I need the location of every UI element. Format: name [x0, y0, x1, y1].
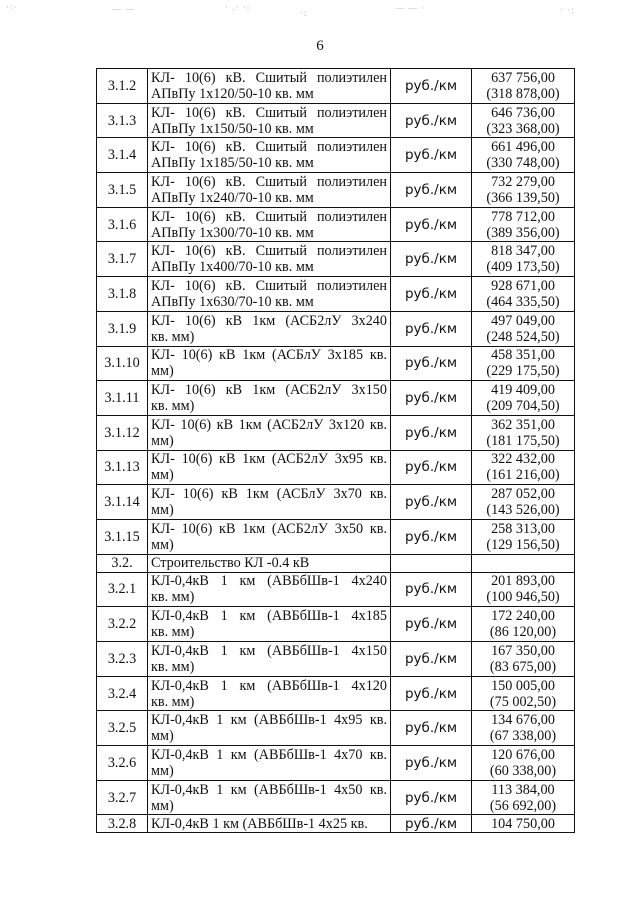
item-unit: руб./км — [391, 642, 472, 677]
item-name-line: АПвПу 1х240/70-10 кв. мм — [151, 189, 314, 206]
item-price: 778 712,00 — [491, 208, 555, 225]
item-price: 322 432,00 — [491, 451, 555, 468]
item-price: 497 049,00 — [491, 312, 555, 329]
item-price: 419 409,00 — [491, 382, 555, 399]
item-code: 3.1.3 — [97, 103, 148, 138]
item-code: 3.2.5 — [97, 711, 148, 746]
item-name — [148, 311, 391, 346]
item-unit: руб./км — [391, 242, 472, 277]
item-name-line: мм) — [151, 536, 174, 553]
item-price-alt: (75 002,50) — [489, 693, 557, 710]
item-name-line: КЛ- 10(6) кВ 1км (АСБ2лУ 3х50 кв. — [151, 520, 387, 537]
item-price-cell — [472, 103, 575, 138]
item-name-line: КЛ- 10(6) кВ 1км (АСБлУ 3х185 кв. — [151, 347, 387, 364]
item-price-alt: (56 692,00) — [489, 797, 557, 814]
item-name — [148, 277, 391, 312]
table-row — [97, 746, 575, 781]
item-name-line: мм) — [151, 432, 174, 449]
item-price-alt: (181 175,50) — [486, 432, 560, 449]
table-row — [97, 381, 575, 416]
item-name — [148, 746, 391, 781]
table-row — [97, 485, 575, 520]
table-row — [97, 642, 575, 677]
table-row — [97, 711, 575, 746]
item-price-cell — [472, 173, 575, 208]
item-price-alt: (161 216,00) — [486, 467, 560, 484]
item-name — [148, 381, 391, 416]
item-price-cell — [472, 381, 575, 416]
item-price-alt: (67 338,00) — [489, 728, 557, 745]
item-name-line: Строительство КЛ -0.4 кВ — [151, 555, 310, 572]
item-code: 3.1.2 — [97, 69, 148, 104]
item-price-alt: (409 173,50) — [486, 259, 560, 276]
item-name — [148, 554, 391, 572]
item-price-alt: (389 356,00) — [486, 224, 560, 241]
item-name-line: кв. мм) — [151, 658, 195, 675]
item-name-line: КЛ- 10(6) кВ 1км (АСБ2лУ 3х95 кв. — [151, 451, 387, 468]
item-unit: руб./км — [391, 519, 472, 554]
item-code: 3.2.3 — [97, 642, 148, 677]
item-code: 3.2.8 — [97, 815, 148, 833]
item-unit: руб./км — [391, 711, 472, 746]
table-row — [97, 780, 575, 815]
item-price-cell — [472, 69, 575, 104]
item-unit — [391, 554, 472, 572]
item-name — [148, 815, 391, 833]
table-row — [97, 311, 575, 346]
item-name-line: КЛ-0,4кВ 1 км (АВБбШв-1 4х150 — [151, 642, 387, 659]
item-name — [148, 138, 391, 173]
table-row — [97, 450, 575, 485]
table-row — [97, 607, 575, 642]
item-name-line: КЛ-0,4кВ 1 км (АВБбШв-1 4х50 кв. — [151, 781, 387, 798]
item-price: 637 756,00 — [491, 69, 555, 86]
item-unit: руб./км — [391, 311, 472, 346]
item-name — [148, 69, 391, 104]
item-name — [148, 780, 391, 815]
item-price-cell — [472, 485, 575, 520]
item-price-cell — [472, 277, 575, 312]
item-name — [148, 415, 391, 450]
item-unit: руб./км — [391, 746, 472, 781]
table-row — [97, 277, 575, 312]
item-name-line: КЛ- 10(6) кВ. Сшитый полиэтилен — [151, 243, 387, 260]
item-unit: руб./км — [391, 138, 472, 173]
item-name-line: АПвПу 1х400/70-10 кв. мм — [151, 259, 314, 276]
item-name-line: КЛ-0,4кВ 1 км (АВБбШв-1 4х70 кв. — [151, 746, 387, 763]
item-name-line: АПвПу 1х185/50-10 кв. мм — [151, 155, 314, 172]
item-name-line: кв. мм) — [151, 328, 195, 345]
item-price-cell — [472, 554, 575, 572]
item-unit: руб./км — [391, 780, 472, 815]
item-name-line: АПвПу 1х630/70-10 кв. мм — [151, 293, 314, 310]
table-row — [97, 415, 575, 450]
item-name — [148, 346, 391, 381]
item-name-line: КЛ-0,4кВ 1 км (АВБбШв-1 4х185 — [151, 608, 387, 625]
item-price-alt: (330 748,00) — [486, 155, 560, 172]
item-price-cell — [472, 311, 575, 346]
item-price: 458 351,00 — [491, 347, 555, 364]
item-price-cell — [472, 138, 575, 173]
item-unit: руб./км — [391, 346, 472, 381]
item-code: 3.1.7 — [97, 242, 148, 277]
item-unit: руб./км — [391, 381, 472, 416]
table-row — [97, 69, 575, 104]
item-unit: руб./км — [391, 277, 472, 312]
item-name-line: КЛ- 10(6) кВ. Сшитый полиэтилен — [151, 208, 387, 225]
item-price: 172 240,00 — [491, 608, 555, 625]
item-name-line: кв. мм) — [151, 693, 195, 710]
item-price-alt: (86 120,00) — [489, 624, 557, 641]
item-price-cell — [472, 415, 575, 450]
item-name — [148, 103, 391, 138]
item-price: 134 676,00 — [491, 712, 555, 729]
scan-noise: ·:· — — · .· ·: ·: — — · · ·: — [6, 2, 575, 18]
item-price-alt: (366 139,50) — [486, 189, 560, 206]
item-name-line: мм) — [151, 502, 174, 519]
item-price-cell — [472, 450, 575, 485]
item-price: 201 893,00 — [491, 573, 555, 590]
item-price-alt: (318 878,00) — [486, 85, 560, 102]
item-name — [148, 242, 391, 277]
table-row — [97, 242, 575, 277]
item-unit: руб./км — [391, 676, 472, 711]
item-name-line: кв. мм) — [151, 398, 195, 415]
item-code: 3.2.2 — [97, 607, 148, 642]
table-row — [97, 207, 575, 242]
item-name-line: КЛ- 10(6) кВ. Сшитый полиэтилен — [151, 69, 387, 86]
item-name — [148, 485, 391, 520]
item-unit: руб./км — [391, 485, 472, 520]
item-name-line: мм) — [151, 762, 174, 779]
item-price: 732 279,00 — [491, 173, 555, 190]
item-name — [148, 676, 391, 711]
item-price-alt: (209 704,50) — [486, 398, 560, 415]
item-name-line: АПвПу 1х120/50-10 кв. мм — [151, 85, 314, 102]
item-code: 3.2.4 — [97, 676, 148, 711]
item-code: 3.2.1 — [97, 572, 148, 607]
item-name-line: КЛ- 10(6) кВ. Сшитый полиэтилен — [151, 139, 387, 156]
item-name — [148, 450, 391, 485]
item-price-cell — [472, 519, 575, 554]
table-row — [97, 103, 575, 138]
item-name-line: КЛ- 10(6) кВ 1км (АСБ2лУ 3х240 — [151, 312, 387, 329]
item-price: 167 350,00 — [491, 642, 555, 659]
item-code: 3.1.9 — [97, 311, 148, 346]
item-price: 104 750,00 — [491, 815, 555, 832]
item-name — [148, 607, 391, 642]
item-code: 3.1.12 — [97, 415, 148, 450]
item-name-line: КЛ-0,4кВ 1 км (АВБбШв-1 4х25 кв. — [151, 815, 368, 832]
item-name — [148, 711, 391, 746]
item-price-cell — [472, 711, 575, 746]
item-price-cell — [472, 607, 575, 642]
item-price: 287 052,00 — [491, 486, 555, 503]
item-name-line: АПвПу 1х300/70-10 кв. мм — [151, 224, 314, 241]
item-name-line: КЛ- 10(6) кВ 1км (АСБлУ 3х70 кв. — [151, 486, 387, 503]
item-code: 3.1.5 — [97, 173, 148, 208]
item-price-cell — [472, 242, 575, 277]
item-name — [148, 207, 391, 242]
item-name — [148, 572, 391, 607]
item-name-line: КЛ- 10(6) кВ. Сшитый полиэтилен — [151, 277, 387, 294]
item-name — [148, 519, 391, 554]
item-price-alt: (464 335,50) — [486, 293, 560, 310]
item-name-line: мм) — [151, 797, 174, 814]
item-code: 3.1.15 — [97, 519, 148, 554]
item-price-cell — [472, 642, 575, 677]
item-name-line: КЛ-0,4кВ 1 км (АВБбШв-1 4х120 — [151, 677, 387, 694]
item-price-cell — [472, 346, 575, 381]
item-price-alt: (323 368,00) — [486, 120, 560, 137]
table-row — [97, 815, 575, 833]
item-name-line: КЛ- 10(6) кВ. Сшитый полиэтилен — [151, 173, 387, 190]
table-row — [97, 173, 575, 208]
item-unit: руб./км — [391, 415, 472, 450]
price-table-body — [97, 69, 575, 833]
item-price-cell — [472, 746, 575, 781]
item-price-alt: (83 675,00) — [489, 658, 557, 675]
item-price: 818 347,00 — [491, 243, 555, 260]
item-name-line: КЛ- 10(6) кВ. Сшитый полиэтилен — [151, 104, 387, 121]
item-price-alt: (248 524,50) — [486, 328, 560, 345]
item-unit: руб./км — [391, 173, 472, 208]
item-name — [148, 642, 391, 677]
item-code: 3.1.14 — [97, 485, 148, 520]
item-price-cell — [472, 815, 575, 833]
item-price: 120 676,00 — [491, 746, 555, 763]
item-price: 646 736,00 — [491, 104, 555, 121]
item-unit: руб./км — [391, 815, 472, 833]
item-code: 3.2.6 — [97, 746, 148, 781]
item-price-alt: (229 175,50) — [486, 363, 560, 380]
item-name-line: КЛ-0,4кВ 1 км (АВБбШв-1 4х95 кв. — [151, 712, 387, 729]
item-code: 3.1.11 — [97, 381, 148, 416]
item-price: 362 351,00 — [491, 416, 555, 433]
item-name-line: мм) — [151, 728, 174, 745]
table-row — [97, 554, 575, 572]
item-code: 3.2. — [97, 554, 148, 572]
table-row — [97, 138, 575, 173]
item-price-alt: (60 338,00) — [489, 762, 557, 779]
item-code: 3.1.10 — [97, 346, 148, 381]
item-unit: руб./км — [391, 69, 472, 104]
item-price: 661 496,00 — [491, 139, 555, 156]
item-name-line: КЛ-0,4кВ 1 км (АВБбШв-1 4х240 — [151, 573, 387, 590]
item-name-line: мм) — [151, 363, 174, 380]
item-unit: руб./км — [391, 572, 472, 607]
item-name-line: КЛ- 10(6) кВ 1км (АСБ2лУ 3х120 кв. — [151, 416, 387, 433]
item-code: 3.1.13 — [97, 450, 148, 485]
item-unit: руб./км — [391, 450, 472, 485]
item-name-line: АПвПу 1х150/50-10 кв. мм — [151, 120, 314, 137]
item-unit: руб./км — [391, 207, 472, 242]
item-code: 3.1.4 — [97, 138, 148, 173]
item-unit: руб./км — [391, 607, 472, 642]
table-row — [97, 572, 575, 607]
item-unit: руб./км — [391, 103, 472, 138]
item-name-line: кв. мм) — [151, 589, 195, 606]
item-name-line: мм) — [151, 467, 174, 484]
item-price-alt: (143 526,00) — [486, 502, 560, 519]
item-code: 3.2.7 — [97, 780, 148, 815]
item-price: 928 671,00 — [491, 277, 555, 294]
item-price-alt: (129 156,50) — [486, 536, 560, 553]
item-name-line: КЛ- 10(6) кВ 1км (АСБ2лУ 3х150 — [151, 382, 387, 399]
item-name — [148, 173, 391, 208]
item-price-cell — [472, 780, 575, 815]
table-row — [97, 519, 575, 554]
page-number: 6 — [316, 38, 324, 54]
item-price: 150 005,00 — [491, 677, 555, 694]
item-price: 113 384,00 — [491, 781, 555, 798]
item-name-line: кв. мм) — [151, 624, 195, 641]
item-price-alt: (100 946,50) — [486, 589, 560, 606]
price-table — [96, 68, 575, 833]
item-price: 258 313,00 — [491, 520, 555, 537]
item-code: 3.1.6 — [97, 207, 148, 242]
item-price-cell — [472, 207, 575, 242]
table-row — [97, 676, 575, 711]
item-price-cell — [472, 572, 575, 607]
item-code: 3.1.8 — [97, 277, 148, 312]
item-price-cell — [472, 676, 575, 711]
table-row — [97, 346, 575, 381]
